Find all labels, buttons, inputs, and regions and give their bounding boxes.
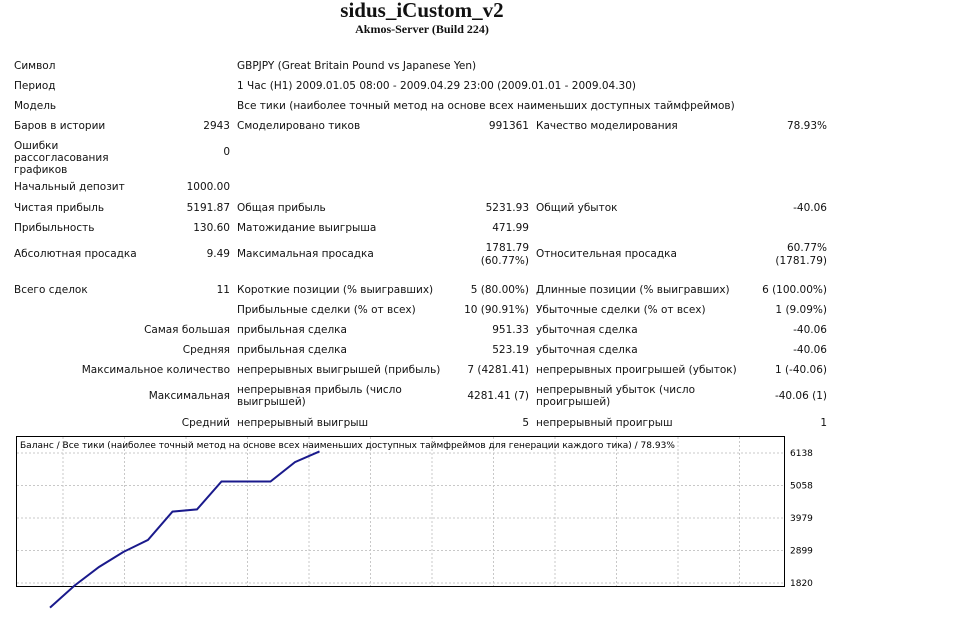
relative-drawdown-label: Относительная просадка <box>536 248 677 260</box>
max-consecutive-losses-value: 1 (-40.06) <box>774 364 827 376</box>
max-consecutive-wins-value: 7 (4281.41) <box>467 364 529 376</box>
y-tick-label: 6138 <box>790 449 813 459</box>
max-drawdown-percent: (60.77%) <box>480 255 529 267</box>
short-positions-label: Короткие позиции (% выигравших) <box>237 284 434 296</box>
average-label: Средняя <box>182 344 230 356</box>
gross-profit-label: Общая прибыль <box>237 202 326 214</box>
quality-label: Качество моделирования <box>536 120 678 132</box>
average-loss-value: -40.06 <box>793 344 827 356</box>
profit-trades-label: Прибыльные сделки (% от всех) <box>237 304 416 316</box>
balance-chart <box>16 436 834 589</box>
average-loss-label: убыточная сделка <box>536 344 638 356</box>
short-positions-value: 5 (80.00%) <box>470 284 529 296</box>
long-positions-value: 6 (100.00%) <box>762 284 827 296</box>
largest-profit-label: прибыльная сделка <box>237 324 347 336</box>
bars-value: 2943 <box>203 120 230 132</box>
bars-label: Баров в истории <box>14 120 106 132</box>
errors-value: 0 <box>223 146 230 158</box>
maximal-consecutive-loss-label: непрерывный убыток (число проигрышей) <box>536 384 696 408</box>
loss-trades-value: 1 (9.09%) <box>775 304 827 316</box>
average-consecutive-label: Средний <box>181 417 230 429</box>
maximal-consecutive-loss-value: -40.06 (1) <box>774 390 827 402</box>
ticks-label: Смоделировано тиков <box>237 120 361 132</box>
long-positions-label: Длинные позиции (% выигравших) <box>536 284 730 296</box>
max-drawdown-value: 1781.79 <box>485 242 529 254</box>
server-build: Akmos-Server (Build 224) <box>355 22 489 36</box>
y-axis-ticks <box>790 449 813 589</box>
ticks-value: 991361 <box>488 120 529 132</box>
profit-factor-value: 130.60 <box>193 222 230 234</box>
chart-plot-frame <box>17 437 785 587</box>
chart-title: Баланс / Все тики (наиболее точный метод на основе всех наименьших доступных таймфреймов для генерации каждого тика) / 78.93% <box>20 441 675 451</box>
period-label: Период <box>14 80 56 92</box>
total-trades-value: 11 <box>216 284 230 296</box>
y-tick-label: 2899 <box>790 546 813 557</box>
expected-payoff-label: Матожидание выигрыша <box>237 222 377 234</box>
avg-consecutive-wins-label: непрерывный выигрыш <box>237 417 369 429</box>
max-consecutive-wins-label: непрерывных выигрышей (прибыль) <box>237 364 441 376</box>
max-count-label: Максимальное количество <box>81 364 230 376</box>
average-profit-value: 523.19 <box>492 344 529 356</box>
total-trades-label: Всего сделок <box>14 284 88 296</box>
profit-trades-value: 10 (90.91%) <box>464 304 529 316</box>
avg-consecutive-losses-value: 1 <box>820 417 827 429</box>
absolute-drawdown-value: 9.49 <box>206 248 230 260</box>
maximal-label: Максимальная <box>148 390 230 402</box>
max-consecutive-losses-label: непрерывных проигрышей (убыток) <box>536 364 737 376</box>
largest-loss-label: убыточная сделка <box>536 324 638 336</box>
maximal-consecutive-profit-label: непрерывная прибыль (число выигрышей) <box>237 384 402 408</box>
largest-profit-value: 951.33 <box>492 324 529 336</box>
y-tick-label: 5058 <box>790 481 813 492</box>
avg-consecutive-losses-label: непрерывный проигрыш <box>536 417 673 429</box>
deposit-value: 1000.00 <box>186 181 230 193</box>
loss-trades-label: Убыточные сделки (% от всех) <box>536 304 706 316</box>
model-value: Все тики (наиболее точный метод на основе всех наименьших доступных таймфреймов) <box>237 100 735 112</box>
profit-factor-label: Прибыльность <box>14 222 95 234</box>
relative-drawdown-value: (1781.79) <box>775 255 827 267</box>
balance-chart-svg <box>16 436 834 589</box>
y-tick-label: 1820 <box>790 578 813 589</box>
relative-drawdown-percent: 60.77% <box>786 242 827 254</box>
maximal-consecutive-profit-value: 4281.41 (7) <box>467 390 529 402</box>
symbol-label: Символ <box>14 60 56 72</box>
absolute-drawdown-label: Абсолютная просадка <box>14 248 137 260</box>
gross-profit-value: 5231.93 <box>485 202 529 214</box>
quality-value: 78.93% <box>786 120 827 132</box>
report-title: sidus_iCustom_v2 <box>340 0 504 22</box>
expected-payoff-value: 471.99 <box>492 222 529 234</box>
period-value: 1 Час (H1) 2009.01.05 08:00 - 2009.04.29 23:00 (2009.01.01 - 2009.04.30) <box>237 80 636 92</box>
symbol-value: GBPJPY (Great Britain Pound vs Japanese Yen) <box>237 60 477 72</box>
net-profit-label: Чистая прибыль <box>14 202 105 214</box>
max-drawdown-label: Максимальная просадка <box>237 248 374 260</box>
net-profit-value: 5191.87 <box>186 202 230 214</box>
y-tick-label: 3979 <box>790 513 813 524</box>
largest-loss-value: -40.06 <box>793 324 827 336</box>
largest-label: Самая большая <box>144 324 230 336</box>
model-label: Модель <box>14 100 57 112</box>
gross-loss-value: -40.06 <box>793 202 827 214</box>
gross-loss-label: Общий убыток <box>536 202 618 214</box>
deposit-label: Начальный депозит <box>14 181 125 193</box>
errors-label: Ошибки рассогласования графиков <box>14 140 109 176</box>
avg-consecutive-wins-value: 5 <box>522 417 529 429</box>
average-profit-label: прибыльная сделка <box>237 344 347 356</box>
